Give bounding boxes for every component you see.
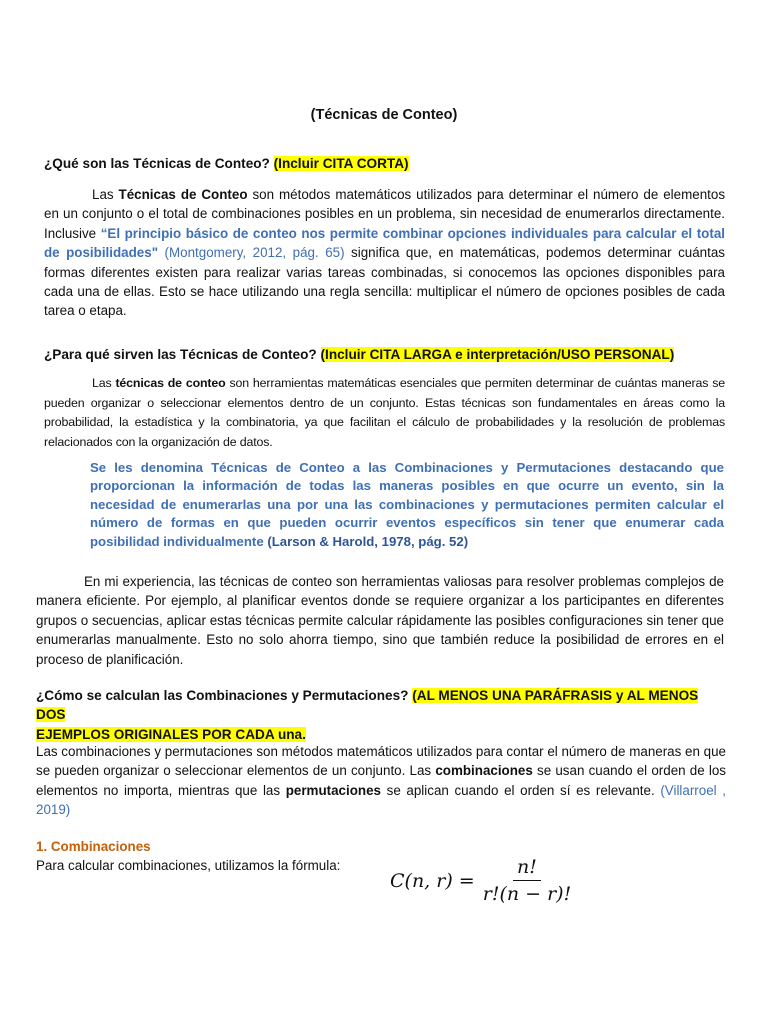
question-3-tag-line1: (AL MENOS UNA PARÁFRASIS y AL MENOS DOS <box>36 688 699 723</box>
formula-lhs: C(n, r) = <box>390 869 475 892</box>
long-quote <box>90 459 724 551</box>
citation-montgomery: (Montgomery, 2012, pág. 65) <box>158 245 345 261</box>
formula-fraction <box>483 858 572 905</box>
paragraph-3 <box>36 742 726 820</box>
section-heading-combinaciones: 1. Combinaciones <box>36 839 151 854</box>
paragraph-1-text-a: son métodos matemáticos utilizados para determinar el número de elementos en un conjunto o el total de combinaciones posibles en un problema, sin necesidad de enumerarlos directamente. Inclusive <box>44 187 726 241</box>
formula-denominator: r!(n − r)! <box>482 883 572 906</box>
paragraph-1-text-b: significa que, en matemáticas, podemos determinar cuántas formas diferentes existen para realizar varias tareas combinadas, si conocemos las opciones disponibles para cada una de ellas. Esto se hace utilizando una regla sencilla: multiplicar el número de opciones posibles de cada tarea o etapa. <box>44 245 725 319</box>
question-3-text: ¿Cómo se calculan las Combinaciones y Permutaciones? <box>36 688 409 703</box>
citation-larson: (Larson & Harold, 1978, pág. 52) <box>263 533 469 549</box>
long-quote-text: Se les denomina Técnicas de Conteo a las Combinaciones y Permutaciones destacando que proporcionan la información de todas las maneras posibles en que ocurre un evento, sin la necesidad de enumerarlas una por una las combinaciones y permutaciones permiten calcular el número de formas en que pueden ocurrir eventos específicos sin tener que enumerar cada posibilidad individualmente <box>90 460 724 549</box>
paragraph-1-lead: Las <box>92 187 119 202</box>
personal-paragraph: En mi experiencia, las técnicas de conteo son herramientas valiosas para resolver problemas complejos de manera eficiente. Por ejemplo, al planificar eventos donde se requiere organizar a los participantes en diferentes grupos o secuencias, aplicar estas técnicas permite calcular rápidamente las posibles configuraciones sin tener que enumerarlas manualmente. Esto no solo ahorra tiempo, sino que también reduce la posibilidad de errores en el proceso de planificación. <box>36 574 724 667</box>
section-intro: Para calcular combinaciones, utilizamos la fórmula: <box>36 858 341 873</box>
page-title: (Técnicas de Conteo) <box>310 107 458 123</box>
question-2-text: ¿Para qué sirven las Técnicas de Conteo? <box>44 347 317 362</box>
formula-numerator: n! <box>513 858 541 881</box>
combination-formula <box>390 858 571 905</box>
paragraph-3-text-a: Las combinaciones y permutaciones son métodos matemáticos utilizados para contar el número de maneras en que se pueden organizar o seleccionar elementos de un conjunto. Las <box>36 744 726 779</box>
question-3 <box>36 686 726 744</box>
paragraph-2 <box>44 374 725 452</box>
short-quote: “El principio básico de conteo nos permite combinar opciones individuales para calcular el total de posibilidades" <box>44 225 725 261</box>
paragraph-3-text-b: se usan cuando el orden de los elementos no importa, mientras que las <box>36 763 726 798</box>
term-combinaciones: combinaciones <box>435 763 533 779</box>
question-3-tag-line2: EJEMPLOS ORIGINALES POR CADA una. <box>36 726 306 742</box>
paragraph-2-text: son herramientas matemáticas esenciales que permiten determinar de cuántas maneras se pueden organizar o seleccionar elementos dentro de un conjunto. Estas técnicas son fundamentales en áreas como la probabilidad, la estadística y la combinatoria, ya que facilitan el cálculo de probabilidades y la resolución de problemas relacionados con la organización de datos. <box>44 376 725 449</box>
paragraph-3-text-c: se aplican cuando el orden sí es relevante. <box>380 782 661 798</box>
term-permutaciones: permutaciones <box>285 782 381 798</box>
paragraph-1 <box>44 185 725 321</box>
citation-villarroel: (Villarroel , 2019) <box>36 782 727 818</box>
question-2 <box>44 345 725 364</box>
term-tecnicas-de-conteo-2: técnicas de conteo <box>115 376 226 390</box>
question-1-text: ¿Qué son las Técnicas de Conteo? <box>44 156 270 171</box>
question-2-tag: (Incluir CITA LARGA e interpretación/USO PERSONAL) <box>320 347 675 362</box>
paragraph-2-lead: Las <box>92 376 116 390</box>
question-1 <box>44 154 725 173</box>
question-1-tag: (Incluir CITA CORTA) <box>273 156 409 171</box>
term-tecnicas-de-conteo: Técnicas de Conteo <box>118 187 248 202</box>
